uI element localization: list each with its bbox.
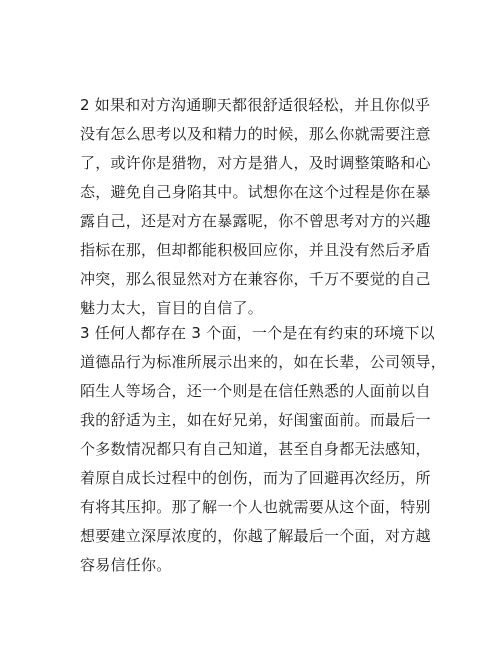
paragraph-line: 容易信任你。 — [80, 556, 172, 574]
paragraph-line: 露自己，还是对方在暴露呢，你不曾思考对方的兴趣 — [80, 212, 431, 230]
paragraph-line: 个多数情况都只有自己知道，甚至自身都无法感知， — [80, 440, 431, 458]
paragraph-line: 了，或许你是猎物，对方是猎人，及时调整策略和心 — [80, 154, 431, 172]
paragraph-line: 着原自成长过程中的创伤，而为了回避再次经历，所 — [80, 469, 431, 487]
paragraph-line: 冲突，那么很显然对方在兼容你，千万不要觉的自己 — [80, 270, 431, 288]
paragraph-line: 有将其压抑。那了解一个人也就需要从这个面，特别 — [80, 498, 431, 516]
paragraph-line: 我的舒适为主，如在好兄弟，好闺蜜面前。而最后一 — [80, 411, 431, 429]
paragraph-line: 道德品行为标准所展示出来的，如在长辈，公司领导， — [80, 353, 447, 371]
paragraph-line: 没有怎么思考以及和精力的时候，那么你就需要注意 — [80, 125, 431, 143]
paragraph-2 — [80, 91, 432, 323]
paragraph-line: 陌生人等场合，还一个则是在信任熟悉的人面前以自 — [80, 382, 431, 400]
paragraph-line: 态，避免自己身陷其中。试想你在这个过程是你在暴 — [80, 183, 431, 201]
paragraph-line: 3 任何人都存在 3 个面，一个是在有约束的环境下以 — [80, 324, 435, 342]
paragraph-line: 2 如果和对方沟通聊天都很舒适很轻松，并且你似乎 — [80, 96, 431, 114]
paragraph-3 — [80, 319, 447, 580]
paragraph-line: 想要建立深厚浓度的，你越了解最后一个面，对方越 — [80, 527, 431, 545]
paragraph-line: 指标在那，但却都能积极回应你，并且没有然后矛盾 — [80, 241, 431, 259]
paragraph-line: 魅力太大，盲目的自信了。 — [80, 299, 264, 317]
